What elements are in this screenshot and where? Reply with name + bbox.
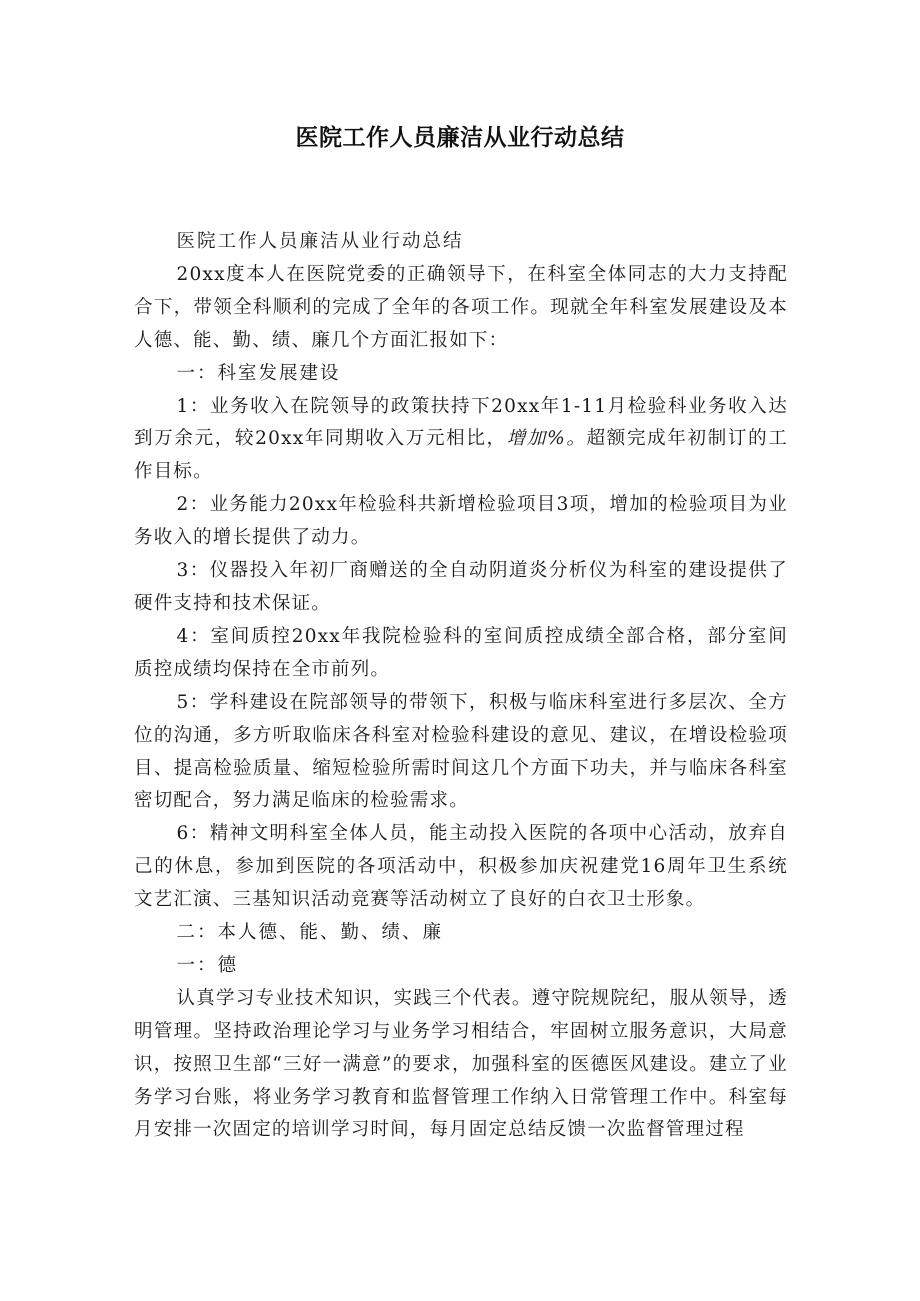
item1-italic-text: 增加%。 [506, 428, 587, 450]
item5-paragraph: 5：学科建设在院部领导的带领下，积极与临床科室进行多层次、全方位的沟通，多方听取临床各科室对检验科建设的意见、建议，在增设检验项目、提高检验质量、缩短检验所需时间这几个方面下功夫，并与临床各科室密切配合，努力满足临床的检验需求。 [134, 691, 788, 812]
document-title: 医院工作人员廉洁从业行动总结 [295, 125, 625, 151]
intro-paragraph: 20xx度本人在医院党委的正确领导下，在科室全体同志的大力支持配合下，带领全科顺利的完成了全年的各项工作。现就全年科室发展建设及本人德、能、勤、绩、廉几个方面汇报如下： [134, 263, 788, 351]
item3-paragraph: 3：仪器投入年初厂商赠送的全自动阴道炎分析仪为科室的建设提供了硬件支持和技术保证。 [134, 560, 788, 614]
item1-paragraph [134, 391, 788, 490]
section1-heading: 一：科室发展建设 [176, 362, 341, 384]
item1-text: 1：业务收入在院领导的政策扶持下20xx年1-11月检验科业务收入达到万余元，较20xx年同期收入万元相比， [134, 395, 788, 450]
de-paragraph: 认真学习专业技术知识，实践三个代表。遵守院规院纪，服从领导，透明管理。坚持政治理论学习与业务学习相结合，牢固树立服务意识，大局意识，按照卫生部“三好一满意”的要求，加强科室的医德医风建设。建立了业务学习台账，将业务学习教育和监督管理工作纳入日常管理工作中。科室每月安排一次固定的培训学习时间，每月固定总结反馈一次监督管理过程 [134, 987, 788, 1141]
section2-heading: 二：本人德、能、勤、绩、廉 [176, 922, 444, 944]
section2-subheading: 一：德 [176, 954, 239, 976]
document-subtitle: 医院工作人员廉洁从业行动总结 [176, 231, 464, 252]
item1-text-tail: 超额完成年初制订的工作目标。 [134, 428, 788, 483]
item6-paragraph: 6：精神文明科室全体人员，能主动投入医院的各项中心活动，放弃自己的休息，参加到医院的各项活动中，积极参加庆祝建党16周年卫生系统文艺汇演、三基知识活动竞赛等活动树立了良好的白衣卫士形象。 [134, 823, 788, 911]
document-body [134, 226, 788, 1147]
item2-paragraph: 2：业务能力20xx年检验科共新增检验项目3项，增加的检验项目为业务收入的增长提供了动力。 [134, 494, 788, 549]
item4-paragraph: 4：室间质控20xx年我院检验科的室间质控成绩全部合格，部分室间质控成绩均保持在全市前列。 [134, 625, 788, 680]
